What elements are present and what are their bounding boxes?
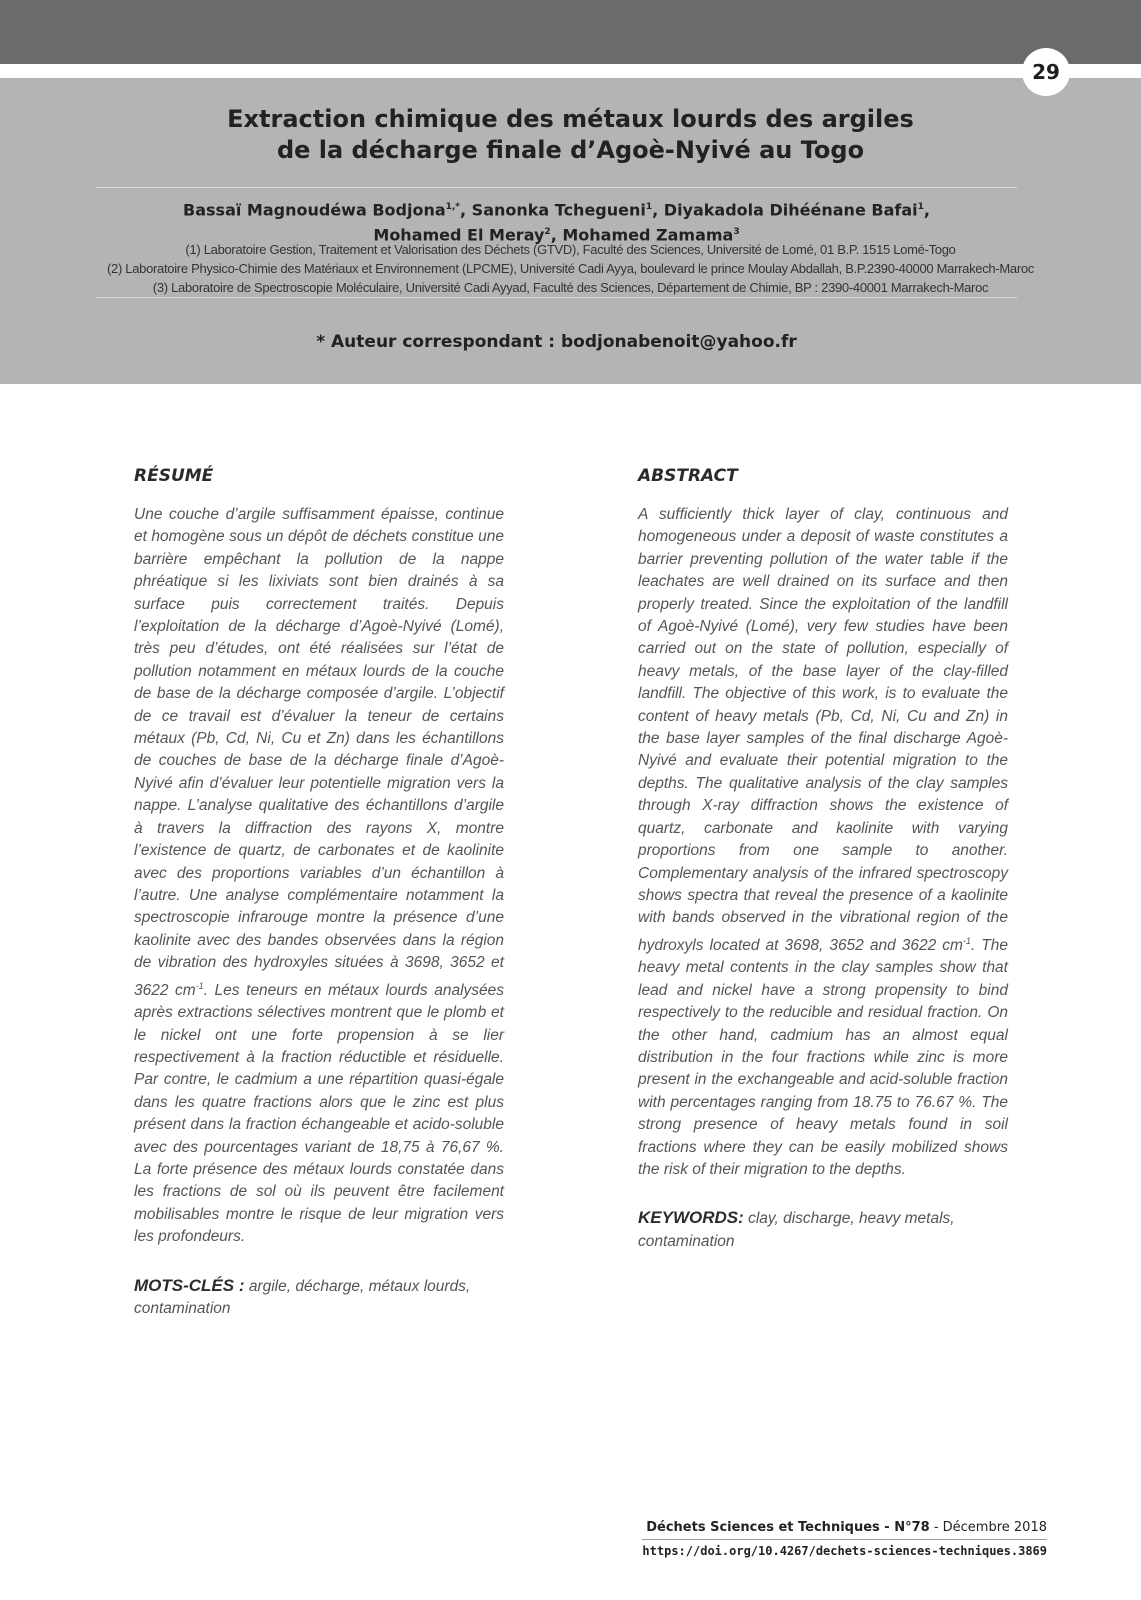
title-line-2: de la décharge finale d’Agoè-Nyivé au Togo xyxy=(276,136,865,164)
keywords-values: clay, discharge, heavy metals, contamination xyxy=(638,1210,955,1250)
resume-text-part-1: Une couche d’argile suffisamment épaisse, continue et homogène sous un dépôt de déchets constitue une barrière empêchant la pollution de la nappe phréatique si les lixiviats sont bien drainés à sa surface puis correctement traités. Depuis l’exploitation de la décharge d’Agoè-Nyivé (Lomé), très peu d’études, ont été réalisées sur l’état de pollution notamment en métaux lourds de la couche de base de la décharge composée d’argile. L’objectif de ce travail est d’évaluer la teneur de certains métaux (Pb, Cd, Ni, Cu et Zn) dans les échantillons de couches de base de la décharge finale d’Agoè-Nyivé afin d’évaluer leur potentielle migration vers la nappe. L’analyse qualitative des échantillons d’argile à travers la diffraction des rayons X, montre l’existence de quartz, de carbonates et de kaolinite avec des proportions variables d’un échantillon à l’autre. Une analyse complémentaire notamment la spectroscopie infrarouge montre la présence d’une kaolinite avec des bandes observées dans la région de vibration des hydroxyles situées à 3698, 3652 et 3622 cm xyxy=(134,506,504,999)
mots-cles-values: argile, décharge, métaux lourds, contamination xyxy=(134,1277,471,1317)
keywords-label: KEYWORDS: xyxy=(638,1208,744,1228)
page-number: 29 xyxy=(1022,48,1070,96)
author-affil-ref: 1 xyxy=(645,202,653,212)
affiliation-3: (3) Laboratoire de Spectroscopie Moléculaire, Université Cadi Ayyad, Faculté des Sciences, Département de Chimie, BP : 2390-40001 Marrakech-Maroc xyxy=(152,280,989,295)
corresponding-author: * Auteur correspondant : bodjonabenoit@yahoo.fr xyxy=(316,332,797,352)
top-band xyxy=(0,0,1141,64)
article-title xyxy=(130,104,1011,166)
resume-keywords xyxy=(134,1275,504,1321)
page-footer xyxy=(642,1520,1047,1558)
resume-heading: RÉSUMÉ xyxy=(134,466,214,486)
abstract-column xyxy=(638,466,1008,1253)
abstract-keywords xyxy=(638,1207,1008,1253)
affiliations xyxy=(40,240,1101,297)
title-rule xyxy=(96,187,1017,188)
author-name: Mohamed El Meray xyxy=(373,225,545,245)
mots-cles-label: MOTS-CLÉS : xyxy=(134,1275,245,1295)
journal-citation xyxy=(642,1520,1047,1535)
header-stripe xyxy=(0,64,1141,78)
author-affil-ref: 1,* xyxy=(445,202,461,212)
author-name: Sanonka Tchegueni xyxy=(471,200,646,220)
author-affil-ref: 2 xyxy=(544,227,551,238)
resume-text-part-2: . Les teneurs en métaux lourds analysées après extractions sélectives montrent que le plomb et le nickel ont une forte propension à se lier respectivement à la fraction réductible et résiduelle. Par contre, le cadmium a une répartition quasi-égale dans les quatre fractions alors que le zinc est plus présent dans la fraction échangeable et acido-soluble avec des pourcentages variant de 18,75 à 76,67 %. La forte présence des métaux lourds constatée dans les fractions de sol où ils peuvent être facilement mobilisables montre le risque de leur migration vers les profondeurs. xyxy=(134,981,504,1246)
author-affil-ref: 3 xyxy=(733,227,740,238)
abstract-text-part-1: A sufficiently thick layer of clay, continuous and homogeneous under a deposit of waste constitutes a barrier preventing pollution of the water table if the leachates are well drained on its surface and then properly treated. Since the exploitation of the landfill of Agoè-Nyivé (Lomé), very few studies have been carried out on the state of pollution, especially of heavy metals, of the base layer of the clay-filled landfill. The objective of this work, is to evaluate the content of heavy metals (Pb, Cd, Ni, Cu and Zn) in the base layer samples of the final discharge Agoè-Nyivé and evaluate their potential migration to the depths. The qualitative analysis of the clay samples through X-ray diffraction shows the existence of quartz, carbonate and kaolinite with varying proportions from one sample to another. Complementary analysis of the infrared spectroscopy shows spectra that reveal the presence of a kaolinite with bands observed in the vibrational region of the hydroxyls located at 3698, 3652 and 3622 cm xyxy=(638,506,1008,954)
author-name: Diyakadola Dihéénane Bafai xyxy=(663,200,918,220)
author-list: Bassaï Magnoudéwa Bodjona$^{1,*}$, Sanonka Tchegueni$^1$, Diyakadola Dihéénane Bafai$^1$, Mohamed El Meray$^2$, Mohamed Zamama$^3$ xyxy=(183,200,930,245)
issue-date: - Décembre 2018 xyxy=(929,1520,1047,1535)
resume-text xyxy=(134,504,504,1249)
author-name: Mohamed Zamama xyxy=(562,225,734,245)
title-line-1: Extraction chimique des métaux lourds des argiles xyxy=(227,105,914,133)
author-affil-ref: 1 xyxy=(917,202,924,212)
journal-name: Déchets Sciences et Techniques - N°78 xyxy=(646,1520,930,1535)
abstract-unit-exponent: -1 xyxy=(962,935,971,946)
abstract-text xyxy=(638,504,1008,1181)
affiliation-rule xyxy=(96,297,1017,298)
abstract-text-part-2: . The heavy metal contents in the clay samples show that lead and nickel have a strong propensity to bind respectively to the reducible and residual fraction. On the other hand, cadmium has an almost equal distribution in the four fractions while zinc is more present in the exchangeable and acid-soluble fraction with percentages ranging from 18.75 to 76.67 %. The strong presence of heavy metals found in soil fractions where they can be easily mobilized shows the risk of their migration to the depths. xyxy=(638,936,1008,1178)
resume-column xyxy=(134,466,504,1320)
affiliation-2: (2) Laboratoire Physico-Chimie des Matériaux et Environnement (LPCME), Université Cadi Ayya, boulevard le prince Moulay Abdallah, B.P.2390-40000 Marrakech-Maroc xyxy=(107,261,1034,276)
affiliation-1: (1) Laboratoire Gestion, Traitement et Valorisation des Déchets (GTVD), Faculté des Sciences, Université de Lomé, 01 B.P. 1515 Lomé-Togo xyxy=(185,242,956,257)
footer-rule xyxy=(642,1539,1047,1540)
resume-unit-exponent: -1 xyxy=(195,980,204,991)
doi-link[interactable]: https://doi.org/10.4267/dechets-sciences-techniques.3869 xyxy=(642,1544,1047,1558)
author-name: Bassaï Magnoudéwa Bodjona xyxy=(183,200,446,220)
abstract-heading: ABSTRACT xyxy=(638,466,738,486)
